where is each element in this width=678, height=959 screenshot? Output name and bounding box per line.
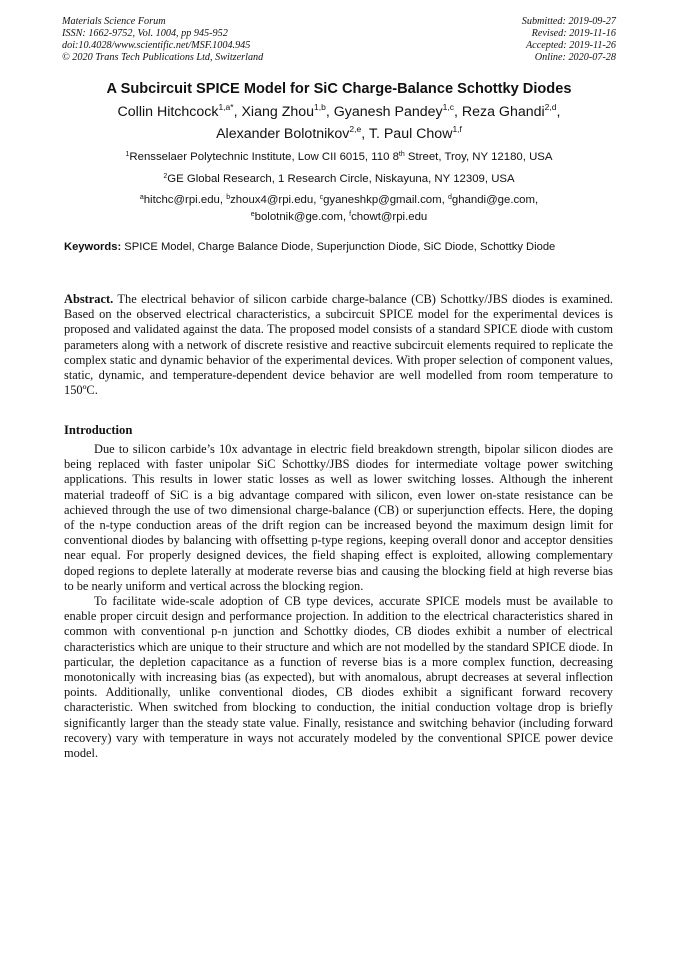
journal-info xyxy=(62,16,263,64)
journal-doi: doi:10.4028/www.scientific.net/MSF.1004.945 xyxy=(62,40,251,51)
author: Alexander Bolotnikov$^{2,e}$, xyxy=(216,124,369,142)
submission-dates xyxy=(522,16,616,64)
paper-title: A Subcircuit SPICE Model for SiC Charge-Balance Schottky Diodes xyxy=(106,81,572,97)
email-link[interactable]: chowt@rpi.edu xyxy=(351,210,428,223)
section-heading-introduction: Introduction xyxy=(64,423,133,437)
keywords-label: Keywords: xyxy=(64,241,122,253)
paragraph: Due to silicon carbide’s 10x advantage in electric field breakdown strength, bipolar silicon diodes are being replaced with faster unipolar SiC Schottky/JBS diodes for intermediate voltage power switching applications. This results in lower static losses as well as lower switching losses. Although the inherent material tradeoff of SiC is a big advantage compared with silicon, even lower on-state resistance can be achieved through the use of two dimensional charge-balance (CB) or superjunction effects. Here, the doping of the n-type conduction areas of the drift region can be increased beyond the maximum design limit for conventional diodes by balancing with offsetting p-type regions, keeping overall donor and acceptor densities near equal. For properly designed devices, the field shaping effect is exploited, allowing complementary doped regions to deplete laterally at moderate reverse bias and causing the blocking field at high reverse bias to be nearly uniform and vertical across the blocking region. xyxy=(64,442,613,593)
keywords-text: SPICE Model, Charge Balance Diode, Superjunction Diode, SiC Diode, Schottky Diode xyxy=(121,241,556,253)
journal-name: Materials Science Forum xyxy=(62,16,166,27)
author: Collin Hitchcock$^{1,a*}$, xyxy=(117,102,242,120)
date-revised: Revised: 2019-11-16 xyxy=(531,28,616,39)
email-row: $^e$bolotnik@ge.com, $^f$chowt@rpi.edu xyxy=(250,210,428,223)
introduction-body xyxy=(64,442,613,761)
journal-copyright: © 2020 Trans Tech Publications Ltd, Switzerland xyxy=(62,52,264,63)
email-link[interactable]: ghandi@ge.com, xyxy=(451,194,539,206)
abstract-text: The electrical behavior of silicon carbide charge-balance (CB) Schottky/JBS diodes is examined. Based on the observed electrical characteristics, a subcircuit SPICE model for the experimental devices is proposed and validated against the data. The proposed model consists of a standard SPICE diode with custom parameters along with a network of discrete resistive and reactive subcircuit elements required to replicate the complex static and dynamic behavior of the experimental devices. With proper selection of component values, static, dynamic, and temperature-dependent device behavior are well modelled from room temperature to 150ºC. xyxy=(64,292,613,398)
keywords xyxy=(64,240,612,254)
affiliation-2: $^2$GE Global Research, 1 Research Circle, Niskayuna, NY 12309, USA xyxy=(163,173,515,185)
author: Xiang Zhou$^{1,b}$, xyxy=(241,102,334,120)
abstract xyxy=(64,292,613,398)
paragraph: To facilitate wide-scale adoption of CB type devices, accurate SPICE models must be available to enable proper circuit design and performance projection. In addition to the electrical characteristics shared in common with conventional p-n junction and Schottky diodes, CB diodes exhibit a number of electrical characteristics which are unique to their structure and which are not modelled by the standard SPICE diode. In particular, the depletion capacitance as a function of reverse bias is a more complex function, decreasing monotonically with increasing bias (as expected), but with anomalous, abrupt decreases at several inflection points. Additionally, unlike conventional diodes, CB diodes exhibit a significant forward recovery characteristic. When switched from blocking to conduction, the initial conduction voltage drop is briefly significantly larger than the steady state value. Finally, resistance and switching behavior (including forward recovery) vary with temperature in ways not accurately modeled by the conventional SPICE power device model. xyxy=(64,594,613,761)
author-list xyxy=(40,102,638,146)
email-link[interactable]: bolotnik@ge.com, xyxy=(254,210,350,223)
email-link[interactable]: gyaneshkp@gmail.com, xyxy=(323,194,448,206)
abstract-label: Abstract. xyxy=(64,292,114,306)
author-emails xyxy=(0,193,678,226)
author: Gyanesh Pandey$^{1,c}$, xyxy=(333,102,462,120)
email-row: $^a$hitchc@rpi.edu, $^b$zhoux4@rpi.edu, $^c$gyaneshkp@gmail.com, $^d$ghandi@ge.com, xyxy=(139,194,539,206)
email-link[interactable]: hitchc@rpi.edu, xyxy=(143,194,227,206)
email-link[interactable]: zhoux4@rpi.edu, xyxy=(230,194,320,206)
date-online: Online: 2020-07-28 xyxy=(534,52,616,63)
date-accepted: Accepted: 2019-11-26 xyxy=(525,40,616,51)
author: Reza Ghandi$^{2,d}$, xyxy=(461,102,561,120)
affiliation-1: $^1$Rensselaer Polytechnic Institute, Low CII 6015, 110 8th Street, Troy, NY 12180, USA xyxy=(125,151,553,163)
journal-issn: ISSN: 1662-9752, Vol. 1004, pp 945-952 xyxy=(62,28,228,39)
date-submitted: Submitted: 2019-09-27 xyxy=(521,16,616,27)
author: T. Paul Chow$^{1,f}$ xyxy=(368,124,462,142)
